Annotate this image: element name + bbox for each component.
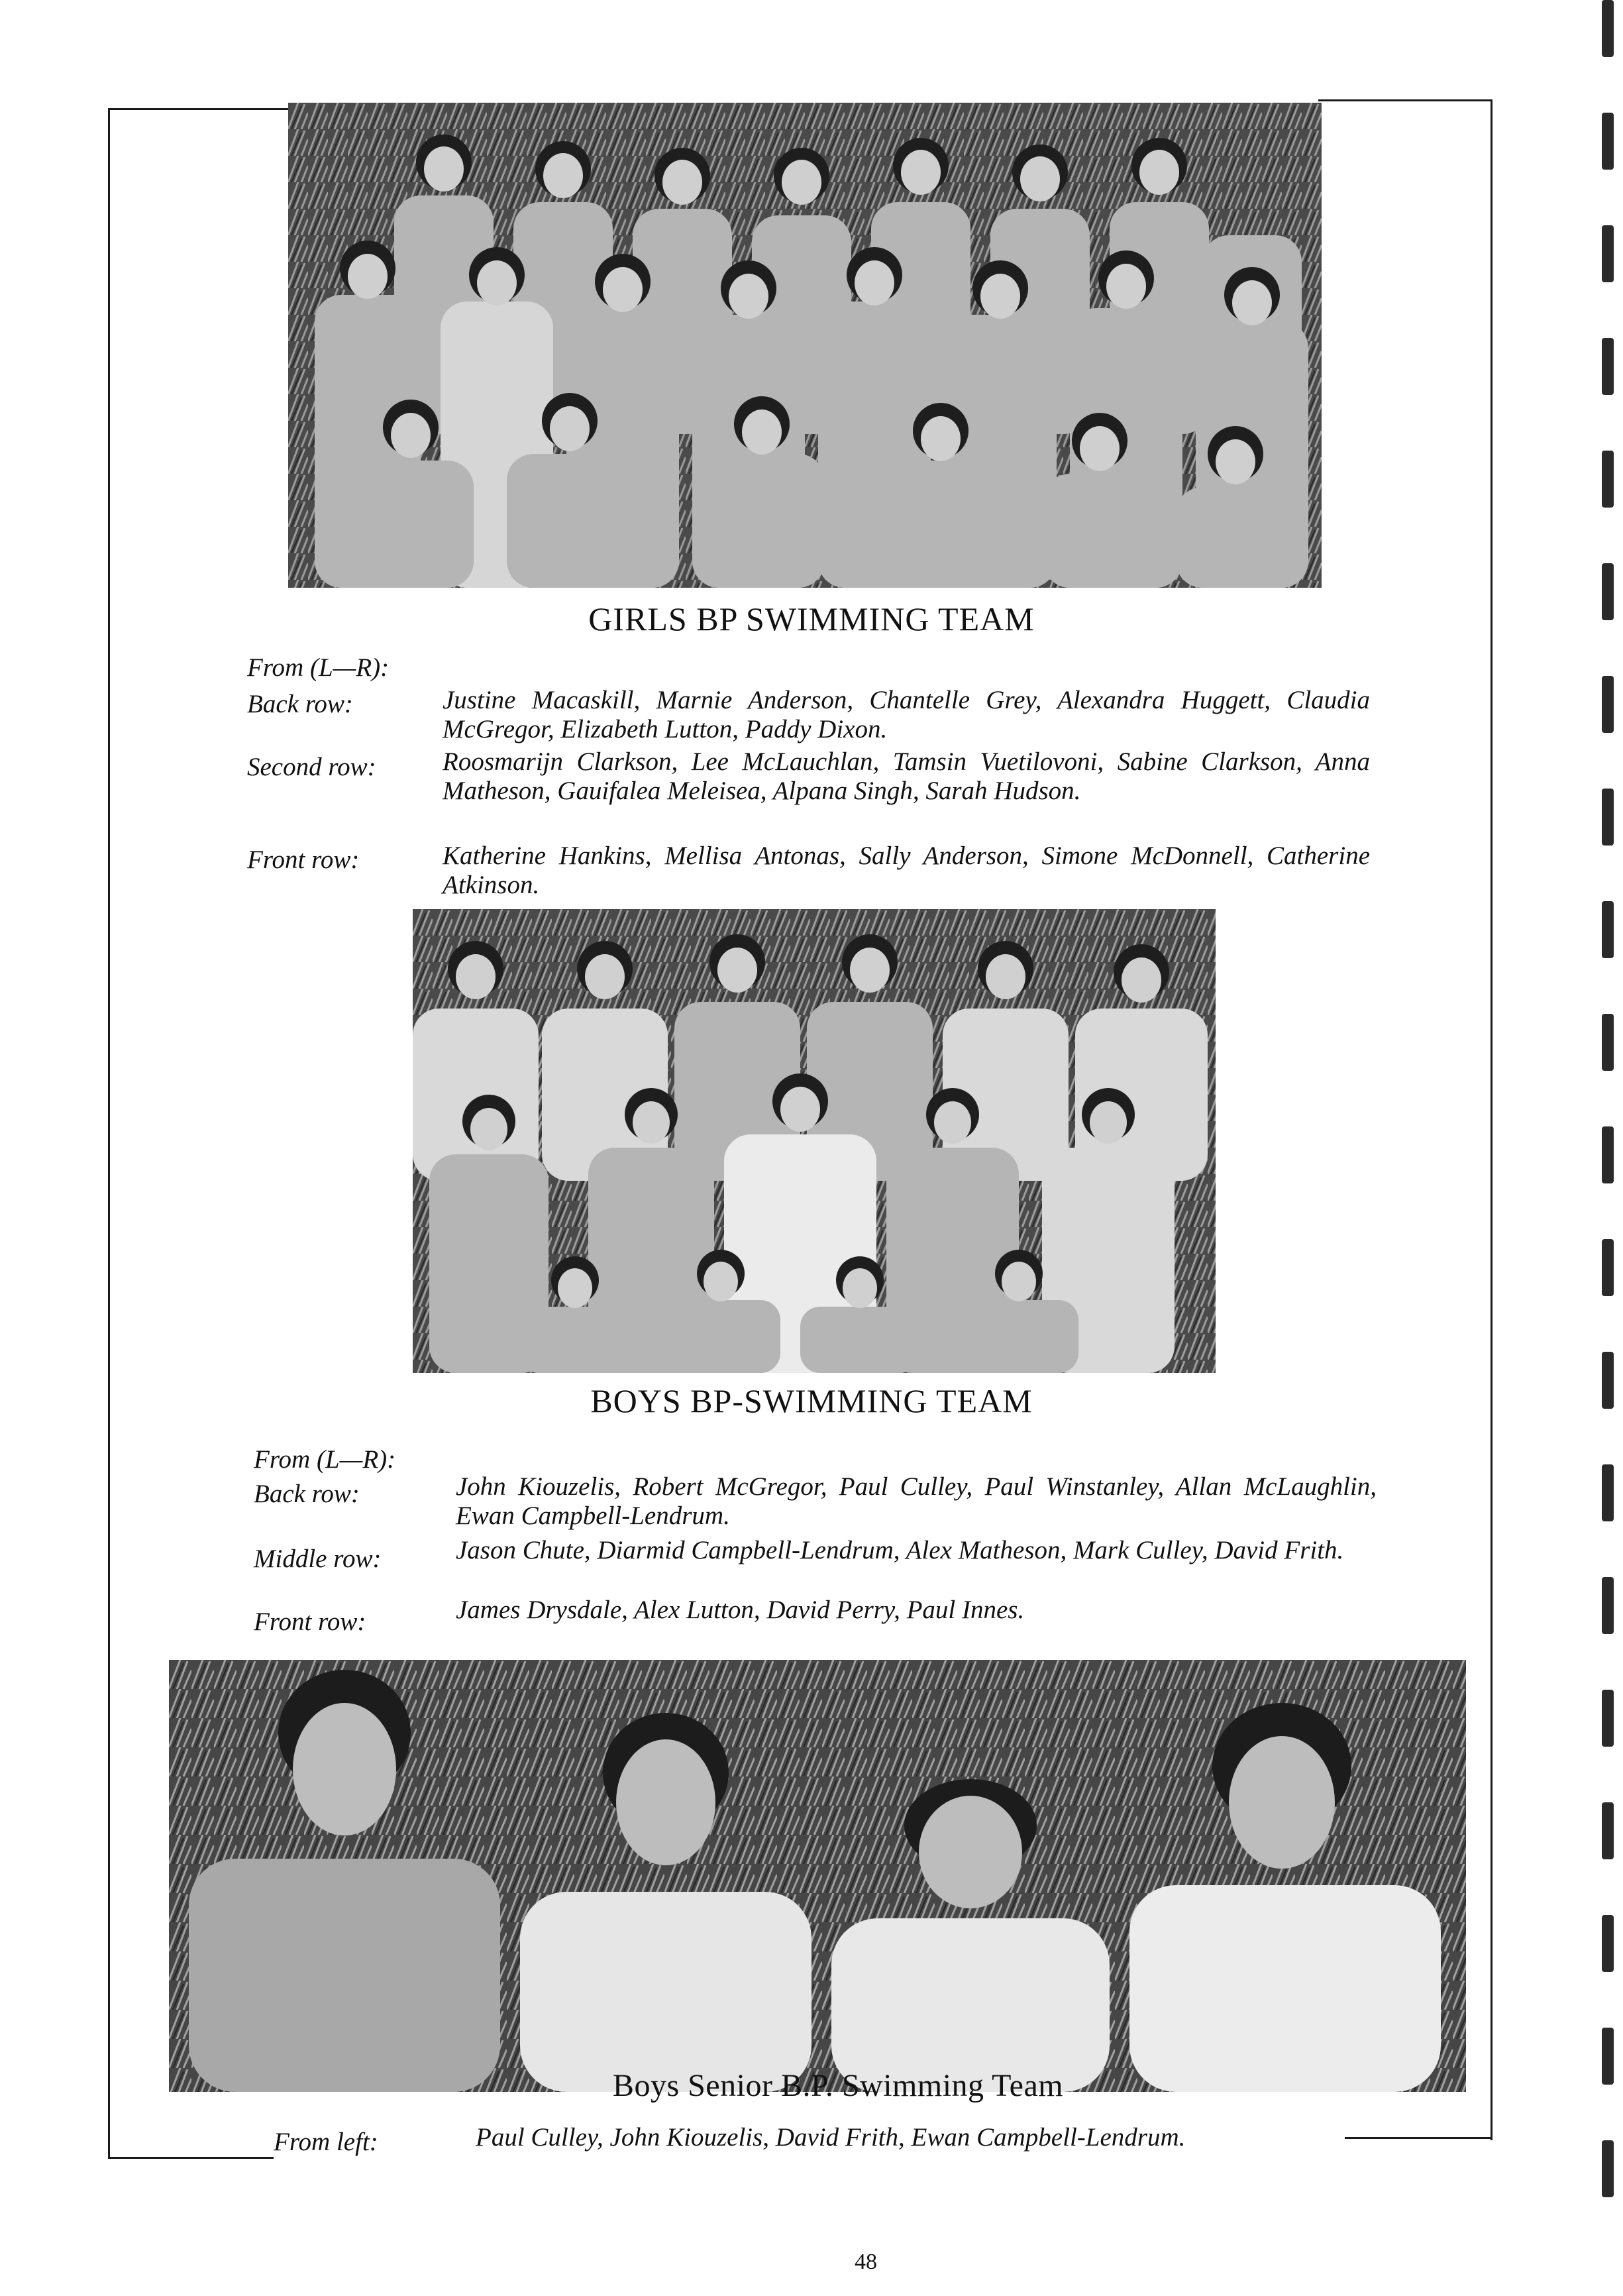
boys-senior-team-title: Boys Senior B.P. Swimming Team [612,2068,1064,2103]
frame-top-line-right [1318,99,1492,101]
frame-top-line [108,108,288,110]
girls-team-photo [288,103,1322,588]
boys-front-row-label: Front row: [254,1608,366,1636]
binding-mark [1602,2140,1614,2197]
boys-back-row-label: Back row: [254,1480,360,1508]
binding-mark [1602,1577,1614,1634]
binding-mark [1602,789,1614,846]
senior-names: Paul Culley, John Kiouzelis, David Frith, Ewan Campbell-Lendrum. [476,2123,1186,2152]
binding-mark [1602,0,1614,57]
girls-front-row-label: Front row: [247,846,360,874]
girls-second-row-label: Second row: [247,753,376,781]
binding-mark [1602,1464,1614,1521]
binding-mark [1602,1126,1614,1183]
girls-from-label: From (L—R): [247,653,390,682]
binding-mark [1602,1239,1614,1296]
boys-team-photo [413,909,1216,1373]
binding-mark [1602,1014,1614,1071]
frame-bottom-line-right [1345,2137,1492,2139]
boys-senior-team-photo [169,1660,1466,2092]
girls-back-row-label: Back row: [247,690,353,718]
frame-right-line [1491,99,1492,2140]
boys-front-row-names: James Drysdale, Alex Lutton, David Perry, Paul Innes. [456,1596,1025,1624]
binding-mark [1602,1802,1614,1859]
boys-team-title: BOYS BP-SWIMMING TEAM [590,1382,1033,1419]
boys-middle-row-names: Jason Chute, Diarmid Campbell-Lendrum, Alex Matheson, Mark Culley, David Frith. [456,1536,1344,1564]
page-number: 48 [855,2250,877,2274]
binding-mark [1602,338,1614,395]
senior-from-label: From left: [274,2128,378,2156]
binding-mark [1602,225,1614,282]
binding-mark [1602,901,1614,958]
boys-from-label: From (L—R): [254,1445,396,1474]
frame-bottom-line-left [108,2157,274,2159]
binding-mark [1602,676,1614,733]
girls-front-row-names: Katherine Hankins, Mellisa Antonas, Sally Anderson, Simone McDonnell, Catherine Atkinson. [443,842,1370,899]
spiral-binding [1597,0,1623,2296]
binding-mark [1602,113,1614,170]
girls-back-row-names: Justine Macaskill, Marnie Anderson, Chantelle Grey, Alexandra Huggett, Claudia McGregor, Elizabeth Lutton, Paddy Dixon. [443,686,1370,743]
binding-mark [1602,1690,1614,1747]
binding-mark [1602,1915,1614,1972]
frame-left-line [108,108,110,2157]
boys-middle-row-label: Middle row: [254,1545,382,1573]
girls-team-title: GIRLS BP SWIMMING TEAM [588,600,1035,637]
girls-second-row-names: Roosmarijn Clarkson, Lee McLauchlan, Tamsin Vuetilovoni, Sabine Clarkson, Anna Matheson, Gauifalea Meleisea, Alpana Singh, Sarah Hudson. [443,747,1370,805]
binding-mark [1602,451,1614,508]
boys-back-row-names: John Kiouzelis, Robert McGregor, Paul Culley, Paul Winstanley, Allan McLaughlin, Ewan Campbell-Lendrum. [456,1472,1377,1530]
